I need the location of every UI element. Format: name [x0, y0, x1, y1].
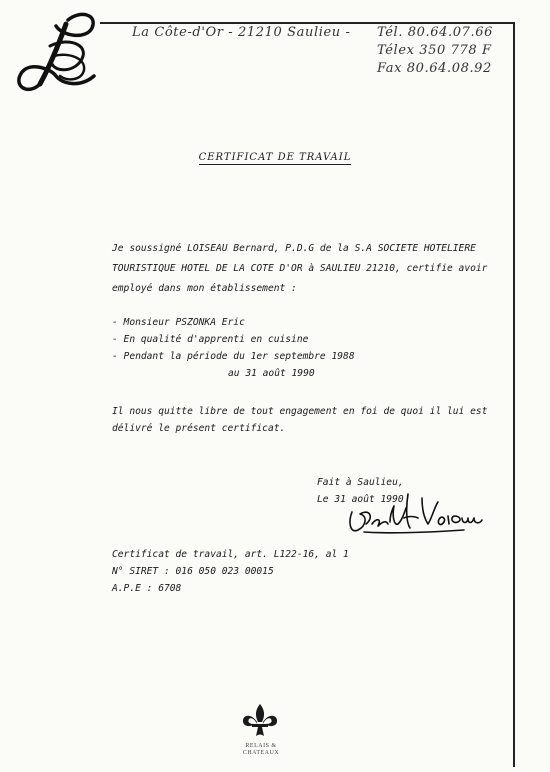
closing-line-1: Il nous quitte libre de tout engagement en foi de quoi il lui est	[112, 406, 488, 417]
closing-line-2: délivré le présent certificat.	[112, 423, 286, 434]
document-title: CERTIFICAT DE TRAVAIL	[198, 152, 352, 163]
brand-line-2: CHATEAUX	[242, 750, 280, 756]
monogram-logo-icon	[10, 6, 105, 96]
letterhead-address: La Côte-d'Or - 21210 Saulieu -	[132, 25, 351, 40]
footer-siret: N° SIRET : 016 050 023 00015	[112, 566, 274, 577]
document-title-wrap	[0, 152, 550, 163]
letterhead-telex: Télex 350 778 F	[377, 43, 492, 58]
letterhead-fax: Fax 80.64.08.92	[377, 61, 492, 76]
intro-line-3: employé dans mon établissement :	[112, 283, 297, 294]
intro-line-2: TOURISTIQUE HOTEL DE LA COTE D'OR à SAULIEU 21210, certifie avoir	[112, 263, 488, 274]
margin-rule	[513, 22, 515, 767]
list-item-employee: - Monsieur PSZONKA Eric	[112, 317, 245, 328]
footer-legal: Certificat de travail, art. L122-16, al 1	[112, 549, 349, 560]
intro-line-1: Je soussigné LOISEAU Bernard, P.D.G de la S.A SOCIETE HOTELIERE	[112, 243, 476, 254]
signoff-place: Fait à Saulieu,	[317, 477, 404, 488]
signature-icon	[344, 488, 484, 540]
list-item-period-end: au 31 août 1990	[228, 368, 315, 379]
letterhead-rule	[100, 22, 513, 24]
list-item-period: - Pendant la période du 1er septembre 1988	[112, 351, 355, 362]
brand-line-1: RELAIS &	[245, 743, 277, 749]
fleur-de-lis-icon	[240, 702, 280, 742]
signoff-date: Le 31 août 1990	[317, 494, 404, 505]
footer-ape: A.P.E : 6708	[112, 583, 182, 594]
letterhead-tel: Tél. 80.64.07.66	[377, 25, 493, 40]
list-item-position: - En qualité d'apprenti en cuisine	[112, 334, 309, 345]
